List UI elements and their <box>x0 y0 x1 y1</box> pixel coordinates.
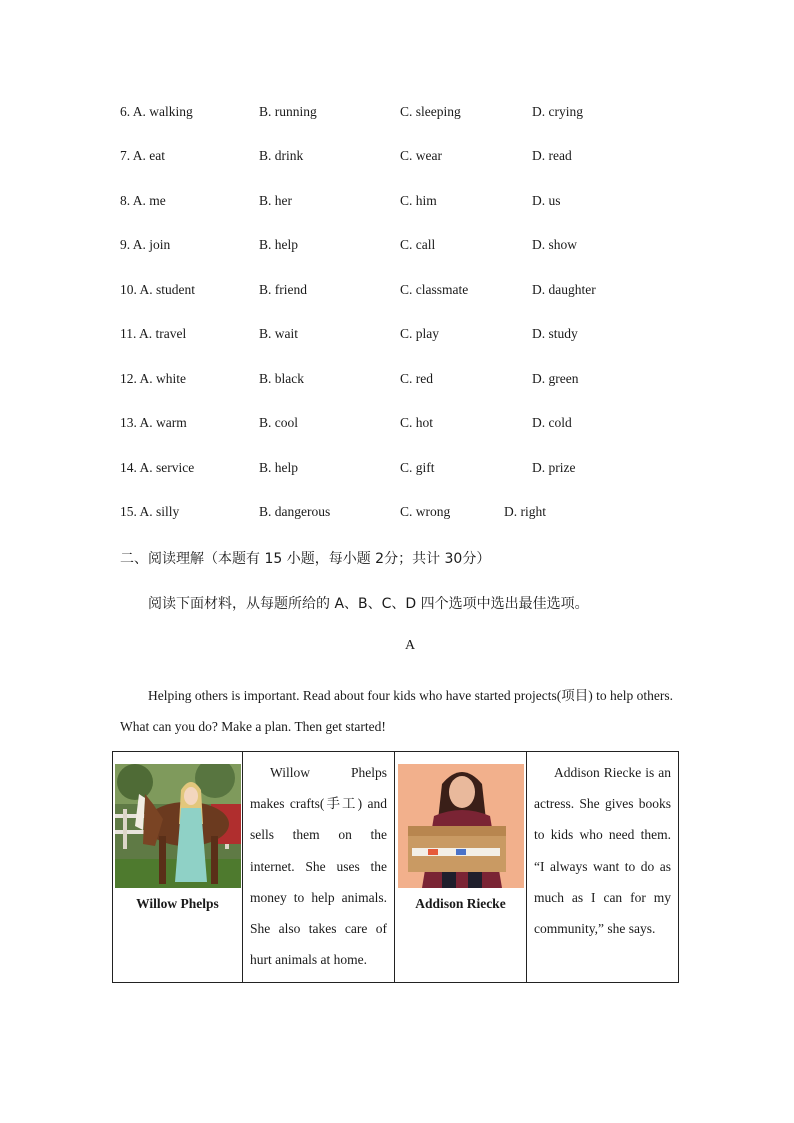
girl-with-horse-photo <box>115 764 241 888</box>
option-a: 12. A. white <box>120 371 186 386</box>
kid-description-cell-willow <box>243 752 395 983</box>
option-a: 10. A. student <box>120 282 196 297</box>
girl-holding-box-photo <box>398 764 524 888</box>
kid-description-willow: Willow Phelps makes crafts(手工) and sells them on the internet. She uses the money to help animals. She also takes care of hurt animals at home. <box>250 765 387 968</box>
option-a: 11. A. travel <box>120 326 187 341</box>
option-d: D. prize <box>532 460 576 475</box>
option-d: D. study <box>532 326 578 341</box>
option-b: B. help <box>259 460 298 475</box>
option-c: C. red <box>400 371 433 386</box>
option-b: B. drink <box>259 148 304 163</box>
kid-name-willow: Willow Phelps <box>136 896 219 911</box>
option-b: B. help <box>259 237 298 252</box>
kid-description-cell-addison <box>527 752 679 983</box>
option-a: 15. A. silly <box>120 504 180 519</box>
option-d: D. green <box>532 371 579 386</box>
question-row-14 <box>0 460 794 480</box>
option-b: B. running <box>259 104 317 119</box>
option-a: 13. A. warm <box>120 415 187 430</box>
option-c: C. sleeping <box>400 104 461 119</box>
passage-label: A <box>404 638 416 653</box>
option-a: 14. A. service <box>120 460 195 475</box>
option-a: 8. A. me <box>120 193 166 208</box>
option-d: D. cold <box>532 415 572 430</box>
question-row-10 <box>0 282 794 302</box>
kid-photo-cell-addison <box>395 752 527 983</box>
option-a: 6. A. walking <box>120 104 193 119</box>
girl-with-horse-photo-icon <box>115 764 241 888</box>
kid-description-addison: Addison Riecke is an actress. She gives books to kids who need them. “I always want to do as much as I can for my community,” she says. <box>534 765 671 937</box>
question-row-15 <box>0 504 794 524</box>
option-b: B. her <box>259 193 292 208</box>
option-d: D. daughter <box>532 282 596 297</box>
option-d: D. crying <box>532 104 583 119</box>
question-row-11 <box>0 326 794 346</box>
passage-intro: Helping others is important. Read about four kids who have started projects(项目) to help others. What can you do? Make a plan. Then get started! <box>120 688 673 734</box>
option-a: 9. A. join <box>120 237 171 252</box>
section-title: 二、阅读理解（本题有 15 小题，每小题 2分；共计 30分） <box>120 551 491 567</box>
option-b: B. cool <box>259 415 298 430</box>
girl-holding-box-photo-icon <box>398 764 524 888</box>
question-row-7 <box>0 148 794 168</box>
option-c: C. wrong <box>400 504 451 519</box>
option-b: B. friend <box>259 282 307 297</box>
option-d: D. read <box>532 148 572 163</box>
question-row-6 <box>0 104 794 124</box>
option-c: C. play <box>400 326 439 341</box>
option-c: C. wear <box>400 148 442 163</box>
option-b: B. wait <box>259 326 298 341</box>
option-c: C. gift <box>400 460 435 475</box>
question-row-13 <box>0 415 794 435</box>
option-d: D. us <box>532 193 561 208</box>
option-c: C. hot <box>400 415 434 430</box>
question-row-8 <box>0 193 794 213</box>
section-instruction: 阅读下面材料，从每题所给的 A、B、C、D 四个选项中选出最佳选项。 <box>148 596 589 612</box>
kid-name-addison: Addison Riecke <box>415 896 506 911</box>
option-d: D. show <box>532 237 578 252</box>
kids-table <box>112 751 679 983</box>
option-b: B. black <box>259 371 304 386</box>
option-a: 7. A. eat <box>120 148 165 163</box>
question-row-12 <box>0 371 794 391</box>
option-d: D. right <box>504 504 546 519</box>
option-c: C. classmate <box>400 282 469 297</box>
option-c: C. call <box>400 237 436 252</box>
option-b: B. dangerous <box>259 504 331 519</box>
kid-photo-cell-willow <box>113 752 243 983</box>
option-c: C. him <box>400 193 437 208</box>
question-row-9 <box>0 237 794 257</box>
